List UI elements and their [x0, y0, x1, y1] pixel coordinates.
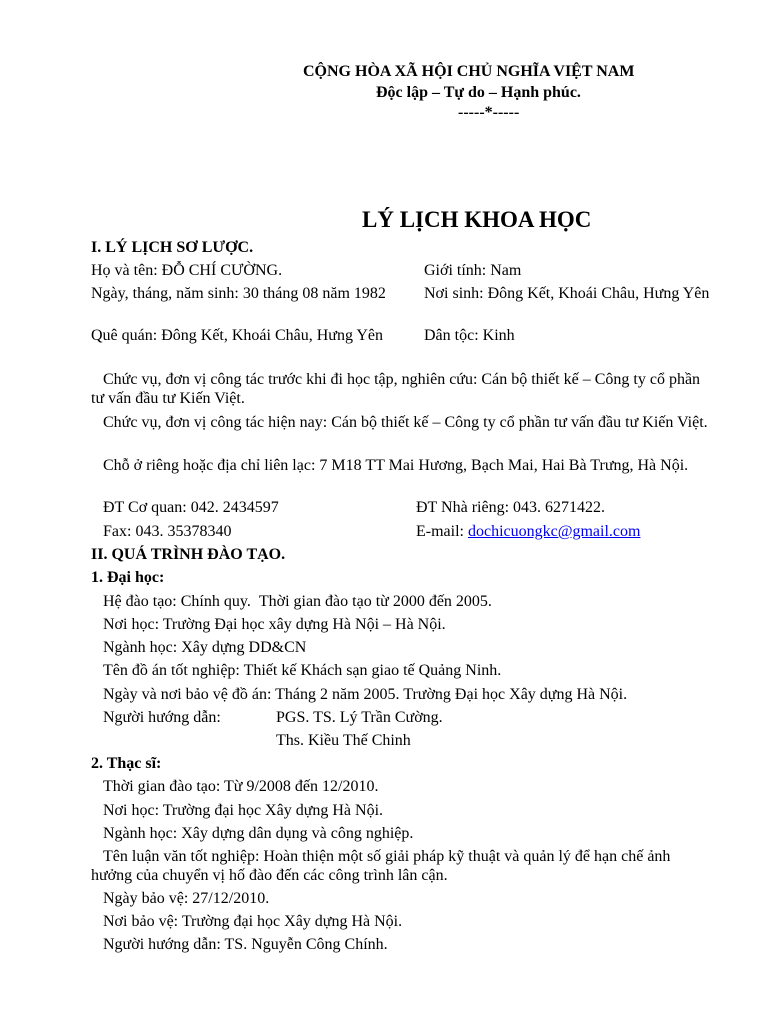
undergrad-thesis: Tên đồ án tốt nghiệp: Thiết kế Khách sạn giao tế Quảng Ninh. — [103, 662, 502, 679]
section-1-heading: I. LÝ LỊCH SƠ LƯỢC. — [91, 239, 254, 256]
masters-defense-date: Ngày bảo vệ: 27/12/2010. — [103, 890, 270, 907]
masters-period: Thời gian đào tạo: Từ 9/2008 đến 12/2010. — [103, 778, 379, 795]
hometown: Quê quán: Đông Kết, Khoái Châu, Hưng Yên — [91, 327, 384, 344]
home-phone: ĐT Nhà riêng: 043. 6271422. — [416, 499, 606, 516]
email-row — [416, 522, 640, 541]
office-phone: ĐT Cơ quan: 042. 2434597 — [103, 499, 279, 516]
masters-advisor: Người hướng dẫn: TS. Nguyễn Công Chính. — [103, 936, 388, 953]
national-title: CỘNG HÒA XÃ HỘI CHỦ NGHĨA VIỆT NAM — [303, 63, 635, 80]
undergrad-school: Nơi học: Trường Đại học xây dựng Hà Nội – Hà Nội. — [103, 616, 446, 633]
header-separator: -----*----- — [458, 104, 520, 121]
undergrad-defense: Ngày và nơi bảo vệ đồ án: Tháng 2 năm 2005. Trường Đại học Xây dựng Hà Nội. — [103, 686, 628, 703]
fax: Fax: 043. 35378340 — [103, 523, 232, 540]
undergrad-mode — [103, 592, 492, 611]
masters-thesis: Tên luận văn tốt nghiệp: Hoàn thiện một số giải pháp kỹ thuật và quản lý để hạn chế ảnh hưởng của chuyển vị hố đào đến các công trình lân cận. — [91, 848, 671, 884]
masters-major: Ngành học: Xây dựng dân dụng và công nghiệp. — [103, 825, 414, 842]
current-position: Chức vụ, đơn vị công tác hiện nay: Cán bộ thiết kế – Công ty cổ phần tư vấn đầu tư Kiến Việt. — [103, 414, 708, 431]
undergrad-mode-text: Hệ đào tạo: Chính quy. — [103, 593, 251, 610]
document-title: LÝ LỊCH KHOA HỌC — [362, 207, 592, 232]
undergrad-advisor-2: Ths. Kiều Thế Chinh — [276, 732, 411, 749]
undergrad-advisor-1: PGS. TS. Lý Trần Cường. — [276, 709, 443, 726]
contact-address: Chỗ ở riêng hoặc địa chỉ liên lạc: 7 M18 TT Mai Hương, Bạch Mai, Hai Bà Trưng, Hà Nội. — [103, 457, 689, 474]
national-motto: Độc lập – Tự do – Hạnh phúc. — [376, 84, 581, 101]
ethnicity: Dân tộc: Kinh — [424, 327, 515, 344]
full-name: Họ và tên: ĐỖ CHÍ CƯỜNG. — [91, 262, 283, 279]
date-of-birth: Ngày, tháng, năm sinh: 30 tháng 08 năm 1982 — [91, 285, 386, 302]
undergrad-major: Ngành học: Xây dựng DD&CN — [103, 639, 307, 656]
gender: Giới tính: Nam — [424, 262, 522, 279]
masters-defense-place: Nơi bảo vệ: Trường đại học Xây dựng Hà Nội. — [103, 913, 403, 930]
birthplace: Nơi sinh: Đông Kết, Khoái Châu, Hưng Yên — [424, 285, 710, 302]
section-2-heading: II. QUÁ TRÌNH ĐÀO TẠO. — [91, 546, 286, 563]
undergrad-advisor-label: Người hướng dẫn: — [103, 709, 221, 726]
masters-heading: 2. Thạc sĩ: — [91, 755, 162, 772]
undergrad-period: Thời gian đào tạo từ 2000 đến 2005. — [258, 593, 492, 610]
undergrad-heading: 1. Đại học: — [91, 569, 165, 586]
previous-position: Chức vụ, đơn vị công tác trước khi đi học tập, nghiên cứu: Cán bộ thiết kế – Công ty cổ phần tư vấn đầu tư Kiến Việt. — [91, 371, 701, 407]
email-link[interactable]: dochicuongkc@gmail.com — [467, 523, 641, 540]
masters-school: Nơi học: Trường đại học Xây dựng Hà Nội. — [103, 802, 384, 819]
email-label: E-mail: — [416, 523, 468, 540]
